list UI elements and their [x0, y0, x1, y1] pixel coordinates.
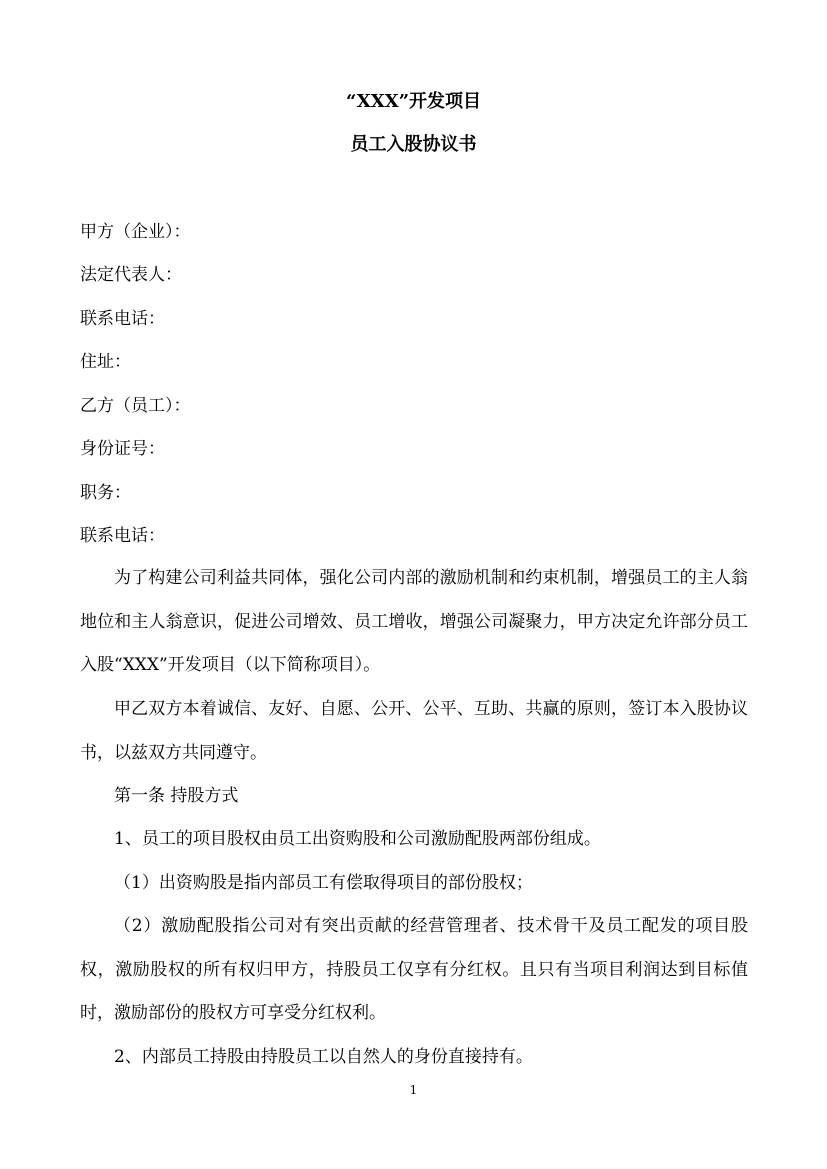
page-number: 1	[409, 1083, 418, 1097]
party-b-label: 乙方（员工）：	[80, 396, 191, 416]
party-b-phone-label: 联系电话：	[80, 526, 165, 546]
clause-1: 1、员工的项目股权由员工出资购股和公司激励配股两部份组成。	[114, 829, 601, 849]
legal-representative-label: 法定代表人：	[80, 265, 182, 285]
clause-2: 2、内部员工持股由持股员工以自然人的身份直接持有。	[114, 1047, 533, 1067]
party-a-label: 甲方（企业）：	[80, 222, 191, 242]
principles-paragraph: 甲乙双方本着诚信、友好、自愿、公开、公平、互助、共赢的原则，签订本入股协议书，以兹双方共同遵守。	[80, 699, 748, 763]
preamble-paragraph: 为了构建公司利益共同体，强化公司内部的激励机制和约束机制，增强员工的主人翁地位和主人翁意识，促进公司增效、员工增收，增强公司凝聚力，甲方决定允许部分员工入股“XXX”开发项目（以下简称项目）。	[80, 568, 748, 675]
clause-1-1: （1）出资购股是指内部员工有偿取得项目的部份股权；	[114, 873, 533, 893]
document-subtitle: 员工入股协议书	[350, 134, 477, 155]
party-a-phone-label: 联系电话：	[80, 309, 165, 329]
article-one-heading: 第一条 持股方式	[114, 786, 239, 806]
document-title: “XXX”开发项目	[345, 91, 482, 112]
clause-1-2: （2）激励配股指公司对有突出贡献的经营管理者、技术骨干及员工配发的项目股权，激励股权的所有权归甲方，持股员工仅享有分红权。且只有当项目利润达到目标值时，激励部份的股权方可享受分红权利。	[80, 916, 748, 1023]
address-label: 住址：	[80, 352, 131, 372]
id-number-label: 身份证号：	[80, 439, 165, 459]
position-label: 职务：	[80, 483, 131, 503]
